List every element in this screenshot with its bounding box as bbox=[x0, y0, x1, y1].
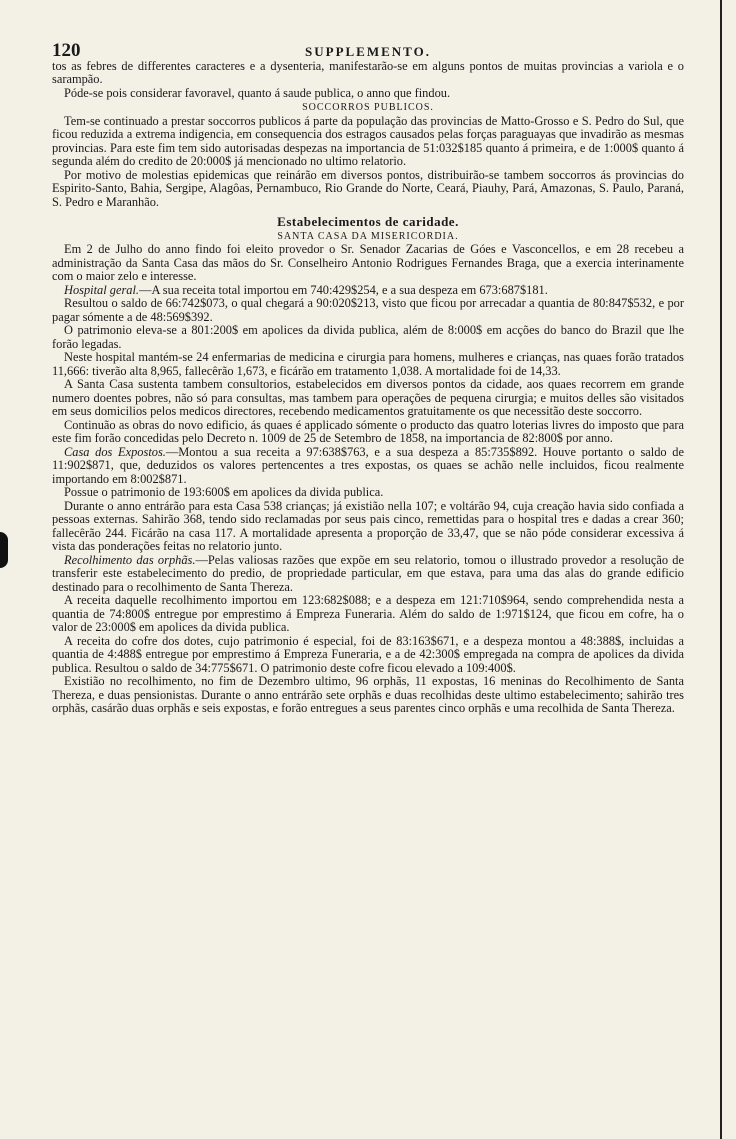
section-heading: Estabelecimentos de caridade. bbox=[277, 214, 459, 229]
section-heading: SOCCORROS PUBLICOS. bbox=[302, 102, 434, 113]
inline-heading: Casa dos Expostos. bbox=[64, 444, 166, 459]
paragraph: Continuão as obras do novo edificio, ás quaes é applicado sómente o producto das quatro loterias livres do imposto que para este fim forão concedidas pelo Decreto n. 1009 de 25 de Setembro de 1858, na importancia de 82:800$ por anno. bbox=[52, 417, 684, 445]
page-edge-rule bbox=[720, 0, 722, 1139]
paragraph: Existião no recolhimento, no fim de Dezembro ultimo, 96 orphãs, 11 expostas, 16 meninas do Recolhimento de Santa Thereza, e duas pensionistas. Durante o anno entrárão sete orphãs e duas recolhidas deste ultimo estabelecimento; sahirão tres orphãs, casárão duas orphãs e seis expostas, e forão entregues a seus parentes cinco orphãs e uma recolhida de Santa Thereza. bbox=[52, 674, 684, 715]
paragraph: O patrimonio eleva-se a 801:200$ em apolices da divida publica, além de 8:000$ em acções do banco do Brazil que lhe forão legadas. bbox=[52, 323, 684, 351]
document-page bbox=[52, 40, 685, 716]
inline-heading: Hospital geral. bbox=[64, 282, 140, 297]
paragraph: Resultou o saldo de 66:742$073, o qual chegará a 90:020$213, visto que ficou por arrecadar a quantia de 80:847$532, e por pagar sómente a de 48:569$392. bbox=[52, 296, 684, 324]
paragraph bbox=[52, 284, 684, 298]
running-title: SUPPLEMENTO. bbox=[305, 44, 431, 59]
inline-heading: Recolhimento das orphãs. bbox=[64, 552, 196, 567]
paragraph: tos as febres de differentes caracteres e a dysenteria, manifestarão-se em alguns pontos de muitas provincias a variola e o sarampão. bbox=[52, 58, 684, 86]
page-header bbox=[52, 40, 684, 61]
paragraph: Em 2 de Julho do anno findo foi eleito provedor o Sr. Senador Zacarias de Góes e Vasconcellos, e em 28 recebeu a administração da Santa Casa das mãos do Sr. Conselheiro Antonio Rodrigues Fernandes Braga, que a exercia interinamente com o maior zelo e interesse. bbox=[52, 242, 684, 283]
paragraph: A receita daquelle recolhimento importou em 123:682$088; e a despeza em 121:710$964, sendo comprehendida nesta a quantia de 74:800$ entregue por emprestimo á Empreza Funeraria. Além do saldo de 1:971$124, que ficou em cofre, ha o valor de 23:000$ em apolices da divida publica. bbox=[52, 593, 684, 634]
paragraph: Por motivo de molestias epidemicas que reinárão em diversos pontos, distribuirão-se tambem soccorros ás provincias do Espirito-Santo, Bahia, Sergipe, Alagôas, Pernambuco, Rio Grande do Norte, Ceará, Piauhy, Pará, Amazonas, S. Paulo, Paraná, S. Pedro e Maranhão. bbox=[52, 167, 684, 209]
paragraph-text: —Pelas valiosas razões que expõe em seu relatorio, tomou o illustrado provedor a resolução de transferir este estabelecimento do predio, de propriedade particular, em que estava, para uma das alas do grande edificio destinado para o recolhimento de Santa Thereza. bbox=[52, 552, 685, 594]
page-number: 120 bbox=[52, 40, 81, 61]
paragraph: Tem-se continuado a prestar soccorros publicos á parte da população das provincias de Matto-Grosso e S. Pedro do Sul, que ficou reduzida a extrema indigencia, em consequencia dos estragos causados pelas forças paraguayas que invadirão as mesmas provincias. Para este fim tem sido autorisadas despezas na importancia de 51:032$185 quanto á primeira, e de 1:000$ quanto á segunda além do credito de 20:000$ já mencionado no ultimo relatorio. bbox=[52, 113, 684, 168]
paragraph: Neste hospital mantém-se 24 enfermarias de medicina e cirurgia para homens, mulheres e crianças, nas quaes forão tratados 11,666: tiverão alta 8,965, fallecêrão 1,673, e ficárão em tratamento 1,038. A mortalidade foi de 14,33. bbox=[52, 350, 684, 378]
paragraph: Possue o patrimonio de 193:600$ em apolices da divida publica. bbox=[64, 485, 384, 499]
paragraph bbox=[52, 446, 684, 487]
paragraph: Póde-se pois considerar favoravel, quanto á saude publica, o anno que findou. bbox=[64, 85, 451, 100]
paragraph: A receita do cofre dos dotes, cujo patrimonio é especial, foi de 83:163$671, e a despeza montou a 48:388$, incluidas a quantia de 4:488$ entregue por emprestimo á Empreza Funeraria, e a de 42:300$ empregada na compra de apolices da divida publica. Resultou o saldo de 34:775$671. O patrimonio deste cofre ficou elevado a 109:400$. bbox=[52, 633, 684, 675]
subsection-heading: SANTA CASA DA MISERICORDIA. bbox=[277, 230, 459, 242]
paragraph: Durante o anno entrárão para esta Casa 538 crianças; já existião nella 107; e voltárão 94, cuja creação havia sido confiada a pessoas externas. Sahirão 368, tendo sido reclamadas por seus pais cinco, remettidas para o hospital tres e dadas a crear 360; fallecêrão 244. Ficárão na casa 117. A mortalidade apresenta a proporção de 33,47, que se não póde considerar excessiva á vista das ponderações feitas no relatorio junto. bbox=[52, 498, 684, 553]
paragraph: A Santa Casa sustenta tambem consultorios, estabelecidos em diversos pontos da cidade, aos quaes recorrem em grande numero doentes pobres, não só para consultas, mas tambem para operações de pequena cirurgia; e muitos delles são visitados em seus domicilios pelos medicos directores, recebendo medicamentos gratuitamente os que necessitão deste soccorro. bbox=[52, 377, 684, 418]
margin-ink-blot bbox=[0, 532, 8, 568]
paragraph-text: —A sua receita total importou em 740:429$254, e a sua despeza em 673:687$181. bbox=[139, 282, 548, 297]
paragraph bbox=[52, 554, 684, 595]
paragraph-text: —Montou a sua receita a 97:638$763, e a sua despeza a 85:735$892. Houve portanto o saldo de 11:902$871, que, deduzidos os valores pertencentes a tres expostas, os quaes se achão nelle incluidos, ficou realmente importando em 8:002$871. bbox=[52, 444, 684, 486]
